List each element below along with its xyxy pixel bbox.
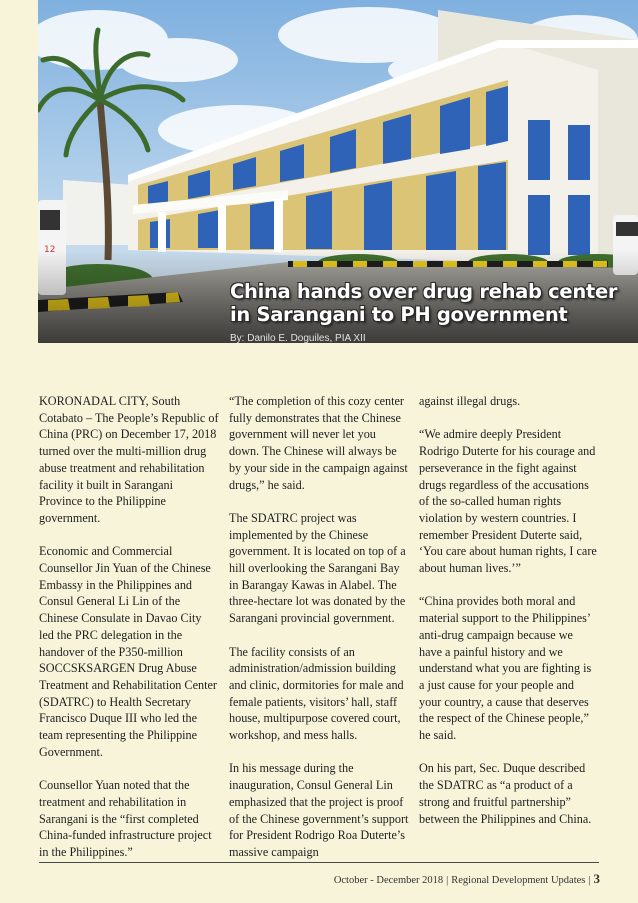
paragraph: The facility consists of an administration/admission building and clinic, dormitories for male and female patients, visitors’ hall, staff house, multipurpose covered court, workshop, and mess halls. — [229, 644, 404, 743]
paragraph: In his message during the inauguration, Consul General Lin emphasized that the project is proof of the Chinese government’s support for President Rodrigo Roa Duterte’s massive campaign — [229, 761, 409, 859]
paragraph: KORONADAL CITY, South Cotabato – The People’s Republic of China (PRC) on December 17, 2018 turned over the multi-million drug abuse treatment and rehabilitation facility it built in Sarangani Province to the Philippine government. — [39, 394, 219, 525]
footer-divider — [39, 862, 599, 863]
footer-separator: | — [446, 875, 449, 886]
paragraph: On his part, Sec. Duque described the SDATRC as “a product of a strong and fruitful partnership” between the Philippines and China. — [419, 761, 592, 826]
paragraph: Economic and Commercial Counsellor Jin Yuan of the Chinese Embassy in the Philippines and Consul General Li Lin of the Chinese Consulate in Davao City led the PRC delegation in the handover of the P350-million SOCCSKSARGEN Drug Abuse Treatment and Rehabilitation Center (SDATRC) to Health Secretary Francisco Duque III who led the team representing the Philippine Government. — [39, 544, 217, 759]
text-column-2 — [229, 393, 409, 877]
paragraph: The SDATRC project was implemented by the Chinese government. It is located on top of a hill overlooking the Sarangani Bay in Barangay Kawas in Alabel. The three-hectare lot was donated by the Sarangani provincial government. — [229, 510, 406, 626]
paragraph: “We admire deeply President Rodrigo Duterte for his courage and perseverance in the fight against drugs regardless of the accusations of the so-called human rights violation by western countries. I remember President Duterte said, ‘You care about human rights, I care about human lives.’” — [419, 427, 597, 576]
footer-issue: October - December 2018 — [333, 875, 444, 886]
article-byline: By: Danilo E. Doguiles, PIA XII — [230, 333, 366, 344]
page-number: 3 — [593, 871, 600, 886]
paragraph: “The completion of this cozy center fully demonstrates that the Chinese government will never let you down. The Chinese will always be by your side in the campaign against drugs,” he said. — [229, 394, 408, 492]
text-column-3 — [419, 393, 599, 844]
paragraph: against illegal drugs. — [419, 394, 521, 408]
article-headline: China hands over drug rehab center in Sarangani to PH government — [230, 280, 618, 326]
annex-building — [63, 180, 133, 245]
headline-block — [230, 280, 630, 344]
page-footer — [334, 871, 600, 887]
text-column-1 — [39, 393, 219, 877]
paragraph: “China provides both moral and material support to the Philippines’ anti-drug campaign because we have a painful history and we understand what you are fighting is a just cause for your people and your country, a cause that deserves the respect of the Chinese people,” he said. — [419, 594, 592, 743]
paragraph: Counsellor Yuan noted that the treatment and rehabilitation in Sarangani is the “first completed China-funded infrastructure project in the Philippines.” — [39, 778, 212, 859]
footer-publication: Regional Development Updates — [451, 875, 586, 886]
footer-separator: | — [588, 875, 591, 886]
